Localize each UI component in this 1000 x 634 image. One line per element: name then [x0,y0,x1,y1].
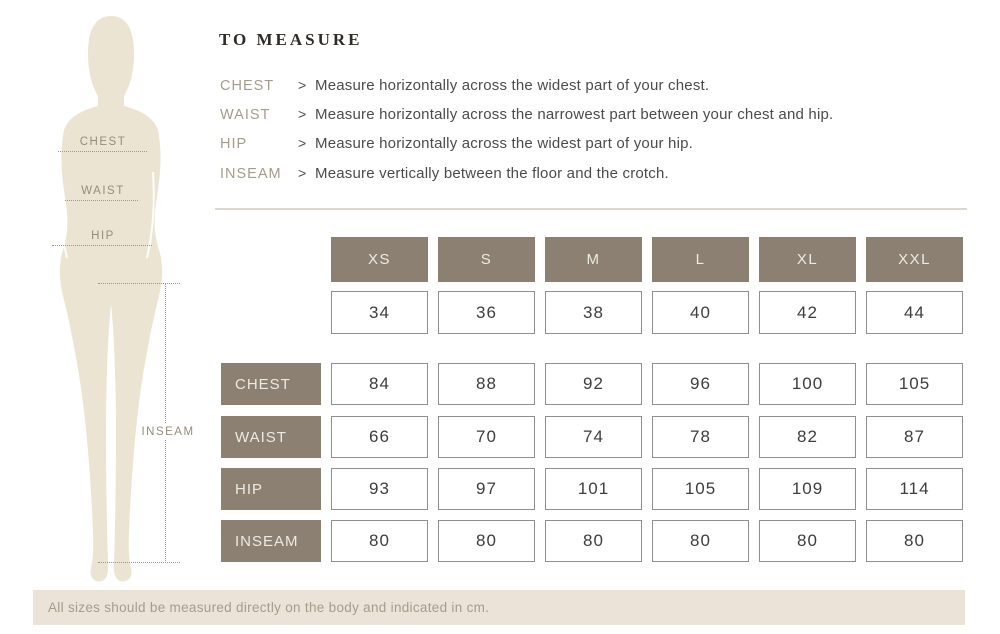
size-header-l: L [652,237,749,282]
waist-value-cell: 74 [545,416,642,458]
figure-inseam-label: INSEAM [139,424,197,440]
chevron-right-icon: > [298,77,307,93]
waist-value-cell: 70 [438,416,535,458]
chest-value-cell: 100 [759,363,856,405]
waist-value-cell: 78 [652,416,749,458]
inseam-value-cell: 80 [438,520,535,562]
hip-value-cell: 105 [652,468,749,510]
size-number-cell: 36 [438,291,535,334]
figure-waist-label: WAIST [81,185,125,197]
chevron-right-icon: > [298,135,307,151]
hip-row-label: HIP [221,468,321,510]
figure-inseam-top-dotted-line [98,283,180,284]
chest-row [221,363,963,405]
section-divider [215,208,967,210]
chest-value-cell: 92 [545,363,642,405]
guide-inseam-text: Measure vertically between the floor and the crotch. [315,165,669,182]
guide-waist-text: Measure horizontally across the narrowest part between your chest and hip. [315,106,834,123]
size-header-xs: XS [331,237,428,282]
size-header-s: S [438,237,535,282]
size-header-row [221,237,963,282]
size-header-xxl: XXL [866,237,963,282]
size-header-xl: XL [759,237,856,282]
page-title: TO MEASURE [219,30,363,49]
measure-guide-row-chest [220,77,709,94]
size-number-cell: 40 [652,291,749,334]
hip-value-cell: 109 [759,468,856,510]
size-number-cell: 42 [759,291,856,334]
figure-hip-dotted-line [52,245,152,246]
chest-value-cell: 105 [866,363,963,405]
chest-value-cell: 84 [331,363,428,405]
hip-value-cell: 93 [331,468,428,510]
size-number-row [221,291,963,334]
waist-row-label: WAIST [221,416,321,458]
measure-guide-row-hip [220,135,693,152]
inseam-value-cell: 80 [652,520,749,562]
hip-value-cell: 101 [545,468,642,510]
waist-value-cell: 82 [759,416,856,458]
hip-value-cell: 97 [438,468,535,510]
waist-value-cell: 87 [866,416,963,458]
size-number-cell: 34 [331,291,428,334]
guide-hip-text: Measure horizontally across the widest part of your hip. [315,135,694,152]
chevron-right-icon: > [298,165,307,181]
figure-inseam-bottom-dotted-line [98,562,180,563]
guide-chest-label: CHEST [220,78,275,94]
footer-note-text: All sizes should be measured directly on the body and indicated in cm. [48,600,490,615]
inseam-row-label: INSEAM [221,520,321,562]
size-number-cell: 44 [866,291,963,334]
hip-row [221,468,963,510]
waist-row [221,416,963,458]
measure-guide-row-inseam [220,165,669,182]
guide-hip-label: HIP [220,136,248,152]
hip-value-cell: 114 [866,468,963,510]
chest-value-cell: 96 [652,363,749,405]
figure-waist-dotted-line [65,200,138,201]
figure-chest-label: CHEST [79,136,127,148]
guide-waist-label: WAIST [220,107,271,123]
inseam-value-cell: 80 [331,520,428,562]
inseam-value-cell: 80 [866,520,963,562]
inseam-value-cell: 80 [545,520,642,562]
measure-guide-row-waist [220,106,833,123]
inseam-value-cell: 80 [759,520,856,562]
waist-value-cell: 66 [331,416,428,458]
figure-chest-dotted-line [58,151,147,152]
figure-hip-label: HIP [91,230,115,242]
size-number-cell: 38 [545,291,642,334]
size-header-m: M [545,237,642,282]
guide-chest-text: Measure horizontally across the widest part of your chest. [315,77,710,94]
chest-value-cell: 88 [438,363,535,405]
chest-row-label: CHEST [221,363,321,405]
footer-note-bar [33,590,965,625]
woman-silhouette-image [35,12,181,587]
guide-inseam-label: INSEAM [220,166,282,182]
chevron-right-icon: > [298,106,307,122]
inseam-row [221,520,963,562]
